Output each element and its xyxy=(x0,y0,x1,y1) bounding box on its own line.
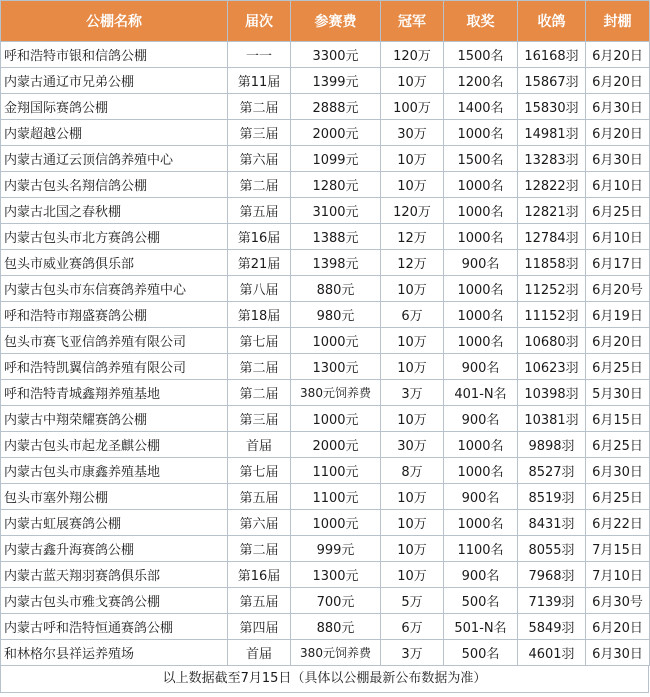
cell-loft-name: 内蒙古鑫升海赛鸽公棚 xyxy=(1,536,228,562)
cell-edition: 第二届 xyxy=(228,172,291,198)
cell-edition: 首届 xyxy=(228,432,291,458)
cell-champion-prize: 6万 xyxy=(381,614,444,640)
cell-prize-places: 1100名 xyxy=(444,536,518,562)
table-row xyxy=(1,146,650,172)
cell-champion-prize: 12万 xyxy=(381,250,444,276)
cell-prize-places: 1500名 xyxy=(444,146,518,172)
cell-loft-name: 内蒙古包头市雅戈赛鸽公棚 xyxy=(1,588,228,614)
cell-prize-places: 1400名 xyxy=(444,94,518,120)
cell-edition: 第16届 xyxy=(228,224,291,250)
cell-edition: 第七届 xyxy=(228,328,291,354)
cell-pigeons-received: 16168羽 xyxy=(518,42,586,68)
cell-pigeons-received: 13283羽 xyxy=(518,146,586,172)
header-edition: 届次 xyxy=(228,1,291,42)
cell-loft-name: 内蒙古包头名翔信鸽公棚 xyxy=(1,172,228,198)
cell-pigeons-received: 11858羽 xyxy=(518,250,586,276)
cell-entry-fee: 1000元 xyxy=(291,406,381,432)
cell-close-date: 6月20号 xyxy=(586,276,650,302)
cell-edition: 第18届 xyxy=(228,302,291,328)
header-row xyxy=(1,1,650,42)
cell-champion-prize: 10万 xyxy=(381,484,444,510)
cell-edition: 第二届 xyxy=(228,536,291,562)
table-row xyxy=(1,380,650,406)
cell-pigeons-received: 15867羽 xyxy=(518,68,586,94)
table-row xyxy=(1,432,650,458)
table-row xyxy=(1,94,650,120)
table-row xyxy=(1,614,650,640)
cell-entry-fee: 1099元 xyxy=(291,146,381,172)
cell-entry-fee: 1100元 xyxy=(291,484,381,510)
cell-champion-prize: 30万 xyxy=(381,432,444,458)
cell-edition: 第七届 xyxy=(228,458,291,484)
cell-loft-name: 呼和浩特凯翼信鸽养殖有限公司 xyxy=(1,354,228,380)
cell-loft-name: 包头市威业赛鸽俱乐部 xyxy=(1,250,228,276)
table-row xyxy=(1,510,650,536)
table-row xyxy=(1,42,650,68)
header-prize-places: 取奖 xyxy=(444,1,518,42)
cell-champion-prize: 10万 xyxy=(381,328,444,354)
cell-loft-name: 内蒙超越公棚 xyxy=(1,120,228,146)
cell-close-date: 6月30日 xyxy=(586,146,650,172)
cell-close-date: 6月30日 xyxy=(586,458,650,484)
cell-close-date: 6月10日 xyxy=(586,172,650,198)
cell-entry-fee: 1000元 xyxy=(291,510,381,536)
table-row xyxy=(1,198,650,224)
cell-edition: 第五届 xyxy=(228,484,291,510)
cell-pigeons-received: 8055羽 xyxy=(518,536,586,562)
table-row xyxy=(1,458,650,484)
cell-edition: 首届 xyxy=(228,640,291,666)
cell-prize-places: 1000名 xyxy=(444,172,518,198)
cell-edition: 一一 xyxy=(228,42,291,68)
cell-loft-name: 包头市塞外翔公棚 xyxy=(1,484,228,510)
cell-pigeons-received: 11252羽 xyxy=(518,276,586,302)
table-row xyxy=(1,588,650,614)
cell-pigeons-received: 12784羽 xyxy=(518,224,586,250)
cell-pigeons-received: 10398羽 xyxy=(518,380,586,406)
cell-prize-places: 1000名 xyxy=(444,458,518,484)
cell-prize-places: 900名 xyxy=(444,484,518,510)
cell-prize-places: 1000名 xyxy=(444,120,518,146)
cell-loft-name: 内蒙古通辽市兄弟公棚 xyxy=(1,68,228,94)
cell-pigeons-received: 8431羽 xyxy=(518,510,586,536)
cell-loft-name: 内蒙古北国之春秋棚 xyxy=(1,198,228,224)
cell-pigeons-received: 14981羽 xyxy=(518,120,586,146)
cell-pigeons-received: 7139羽 xyxy=(518,588,586,614)
header-entry-fee: 参赛费 xyxy=(291,1,381,42)
cell-pigeons-received: 10381羽 xyxy=(518,406,586,432)
cell-close-date: 6月15日 xyxy=(586,406,650,432)
cell-close-date: 6月30号 xyxy=(586,588,650,614)
cell-close-date: 6月20日 xyxy=(586,328,650,354)
table-row xyxy=(1,354,650,380)
cell-entry-fee: 1398元 xyxy=(291,250,381,276)
cell-close-date: 6月25日 xyxy=(586,484,650,510)
cell-entry-fee: 1300元 xyxy=(291,354,381,380)
table-row xyxy=(1,406,650,432)
table-row xyxy=(1,250,650,276)
table-row xyxy=(1,536,650,562)
cell-prize-places: 1000名 xyxy=(444,224,518,250)
table-row xyxy=(1,120,650,146)
table-row xyxy=(1,302,650,328)
cell-loft-name: 内蒙古通辽云顶信鸽养殖中心 xyxy=(1,146,228,172)
cell-loft-name: 内蒙古中翔荣耀赛鸽公棚 xyxy=(1,406,228,432)
cell-loft-name: 和林格尔县祥运养殖场 xyxy=(1,640,228,666)
cell-pigeons-received: 15830羽 xyxy=(518,94,586,120)
cell-entry-fee: 2000元 xyxy=(291,120,381,146)
cell-edition: 第四届 xyxy=(228,614,291,640)
cell-edition: 第二届 xyxy=(228,380,291,406)
cell-pigeons-received: 8519羽 xyxy=(518,484,586,510)
cell-pigeons-received: 7968羽 xyxy=(518,562,586,588)
cell-edition: 第五届 xyxy=(228,588,291,614)
cell-close-date: 6月10日 xyxy=(586,224,650,250)
cell-champion-prize: 10万 xyxy=(381,146,444,172)
cell-entry-fee: 380元饲养费 xyxy=(291,640,381,666)
cell-champion-prize: 10万 xyxy=(381,562,444,588)
header-loft-name: 公棚名称 xyxy=(1,1,228,42)
cell-entry-fee: 2888元 xyxy=(291,94,381,120)
cell-champion-prize: 30万 xyxy=(381,120,444,146)
cell-champion-prize: 10万 xyxy=(381,172,444,198)
cell-close-date: 5月30日 xyxy=(586,380,650,406)
cell-prize-places: 1500名 xyxy=(444,42,518,68)
cell-prize-places: 1000名 xyxy=(444,432,518,458)
cell-pigeons-received: 12822羽 xyxy=(518,172,586,198)
cell-close-date: 6月25日 xyxy=(586,432,650,458)
cell-edition: 第11届 xyxy=(228,68,291,94)
header-pigeons-received: 收鸽 xyxy=(518,1,586,42)
cell-close-date: 6月30日 xyxy=(586,640,650,666)
cell-champion-prize: 10万 xyxy=(381,406,444,432)
cell-entry-fee: 2000元 xyxy=(291,432,381,458)
cell-champion-prize: 10万 xyxy=(381,536,444,562)
cell-champion-prize: 120万 xyxy=(381,42,444,68)
footer-note: 以上数据截至7月15日（具体以公棚最新公布数据为准） xyxy=(0,666,649,693)
cell-entry-fee: 1280元 xyxy=(291,172,381,198)
table-row xyxy=(1,562,650,588)
table-row xyxy=(1,640,650,666)
cell-prize-places: 1000名 xyxy=(444,302,518,328)
cell-loft-name: 内蒙古包头市东信赛鸽养殖中心 xyxy=(1,276,228,302)
cell-prize-places: 1000名 xyxy=(444,198,518,224)
cell-champion-prize: 8万 xyxy=(381,458,444,484)
cell-entry-fee: 1100元 xyxy=(291,458,381,484)
cell-edition: 第八届 xyxy=(228,276,291,302)
cell-pigeons-received: 8527羽 xyxy=(518,458,586,484)
cell-entry-fee: 700元 xyxy=(291,588,381,614)
cell-loft-name: 呼和浩特市银和信鸽公棚 xyxy=(1,42,228,68)
cell-pigeons-received: 11152羽 xyxy=(518,302,586,328)
cell-pigeons-received: 10680羽 xyxy=(518,328,586,354)
cell-close-date: 6月20日 xyxy=(586,120,650,146)
cell-close-date: 6月20日 xyxy=(586,614,650,640)
cell-loft-name: 包头市赛飞亚信鸽养殖有限公司 xyxy=(1,328,228,354)
cell-prize-places: 1000名 xyxy=(444,510,518,536)
cell-champion-prize: 12万 xyxy=(381,224,444,250)
cell-pigeons-received: 5849羽 xyxy=(518,614,586,640)
cell-champion-prize: 10万 xyxy=(381,68,444,94)
cell-entry-fee: 1399元 xyxy=(291,68,381,94)
cell-prize-places: 900名 xyxy=(444,250,518,276)
cell-edition: 第21届 xyxy=(228,250,291,276)
cell-pigeons-received: 9898羽 xyxy=(518,432,586,458)
table-row xyxy=(1,68,650,94)
cell-prize-places: 1000名 xyxy=(444,328,518,354)
cell-close-date: 6月20日 xyxy=(586,42,650,68)
cell-loft-name: 金翔国际赛鸽公棚 xyxy=(1,94,228,120)
cell-champion-prize: 3万 xyxy=(381,640,444,666)
cell-champion-prize: 3万 xyxy=(381,380,444,406)
cell-entry-fee: 999元 xyxy=(291,536,381,562)
cell-champion-prize: 100万 xyxy=(381,94,444,120)
cell-champion-prize: 5万 xyxy=(381,588,444,614)
cell-edition: 第二届 xyxy=(228,354,291,380)
cell-loft-name: 内蒙古虹展赛鸽公棚 xyxy=(1,510,228,536)
cell-prize-places: 401-N名 xyxy=(444,380,518,406)
cell-edition: 第16届 xyxy=(228,562,291,588)
cell-loft-name: 呼和浩特青城鑫翔养殖基地 xyxy=(1,380,228,406)
cell-entry-fee: 1388元 xyxy=(291,224,381,250)
cell-pigeons-received: 10623羽 xyxy=(518,354,586,380)
cell-prize-places: 500名 xyxy=(444,640,518,666)
table-row xyxy=(1,172,650,198)
cell-close-date: 6月19日 xyxy=(586,302,650,328)
table-row xyxy=(1,484,650,510)
cell-prize-places: 900名 xyxy=(444,562,518,588)
cell-entry-fee: 3300元 xyxy=(291,42,381,68)
cell-entry-fee: 1000元 xyxy=(291,328,381,354)
cell-entry-fee: 880元 xyxy=(291,614,381,640)
table-row xyxy=(1,276,650,302)
cell-pigeons-received: 4601羽 xyxy=(518,640,586,666)
cell-close-date: 6月22日 xyxy=(586,510,650,536)
cell-edition: 第六届 xyxy=(228,510,291,536)
cell-prize-places: 1000名 xyxy=(444,276,518,302)
cell-close-date: 6月25日 xyxy=(586,354,650,380)
cell-champion-prize: 120万 xyxy=(381,198,444,224)
cell-loft-name: 内蒙古包头市康鑫养殖基地 xyxy=(1,458,228,484)
cell-entry-fee: 880元 xyxy=(291,276,381,302)
cell-prize-places: 500名 xyxy=(444,588,518,614)
cell-loft-name: 内蒙古呼和浩特恒通赛鸽公棚 xyxy=(1,614,228,640)
cell-close-date: 6月17日 xyxy=(586,250,650,276)
cell-close-date: 6月20日 xyxy=(586,68,650,94)
cell-prize-places: 501-N名 xyxy=(444,614,518,640)
table-row xyxy=(1,328,650,354)
table-body xyxy=(1,42,650,666)
cell-edition: 第五届 xyxy=(228,198,291,224)
cell-loft-name: 内蒙古蓝天翔羽赛鸽俱乐部 xyxy=(1,562,228,588)
cell-close-date: 7月15日 xyxy=(586,536,650,562)
cell-loft-name: 内蒙古包头市北方赛鸽公棚 xyxy=(1,224,228,250)
cell-prize-places: 900名 xyxy=(444,406,518,432)
cell-edition: 第六届 xyxy=(228,146,291,172)
cell-champion-prize: 6万 xyxy=(381,302,444,328)
cell-close-date: 7月10日 xyxy=(586,562,650,588)
cell-entry-fee: 380元饲养费 xyxy=(291,380,381,406)
header-champion-prize: 冠军 xyxy=(381,1,444,42)
cell-entry-fee: 980元 xyxy=(291,302,381,328)
cell-entry-fee: 1300元 xyxy=(291,562,381,588)
cell-edition: 第二届 xyxy=(228,94,291,120)
cell-champion-prize: 10万 xyxy=(381,510,444,536)
cell-edition: 第三届 xyxy=(228,406,291,432)
cell-champion-prize: 10万 xyxy=(381,354,444,380)
cell-close-date: 6月30日 xyxy=(586,94,650,120)
header-close-date: 封棚 xyxy=(586,1,650,42)
cell-pigeons-received: 12821羽 xyxy=(518,198,586,224)
cell-prize-places: 1200名 xyxy=(444,68,518,94)
cell-champion-prize: 10万 xyxy=(381,276,444,302)
cell-close-date: 6月25日 xyxy=(586,198,650,224)
cell-entry-fee: 3100元 xyxy=(291,198,381,224)
cell-edition: 第三届 xyxy=(228,120,291,146)
cell-loft-name: 呼和浩特市翔盛赛鸽公棚 xyxy=(1,302,228,328)
table-row xyxy=(1,224,650,250)
cell-loft-name: 内蒙古包头市起龙圣麒公棚 xyxy=(1,432,228,458)
cell-prize-places: 900名 xyxy=(444,354,518,380)
